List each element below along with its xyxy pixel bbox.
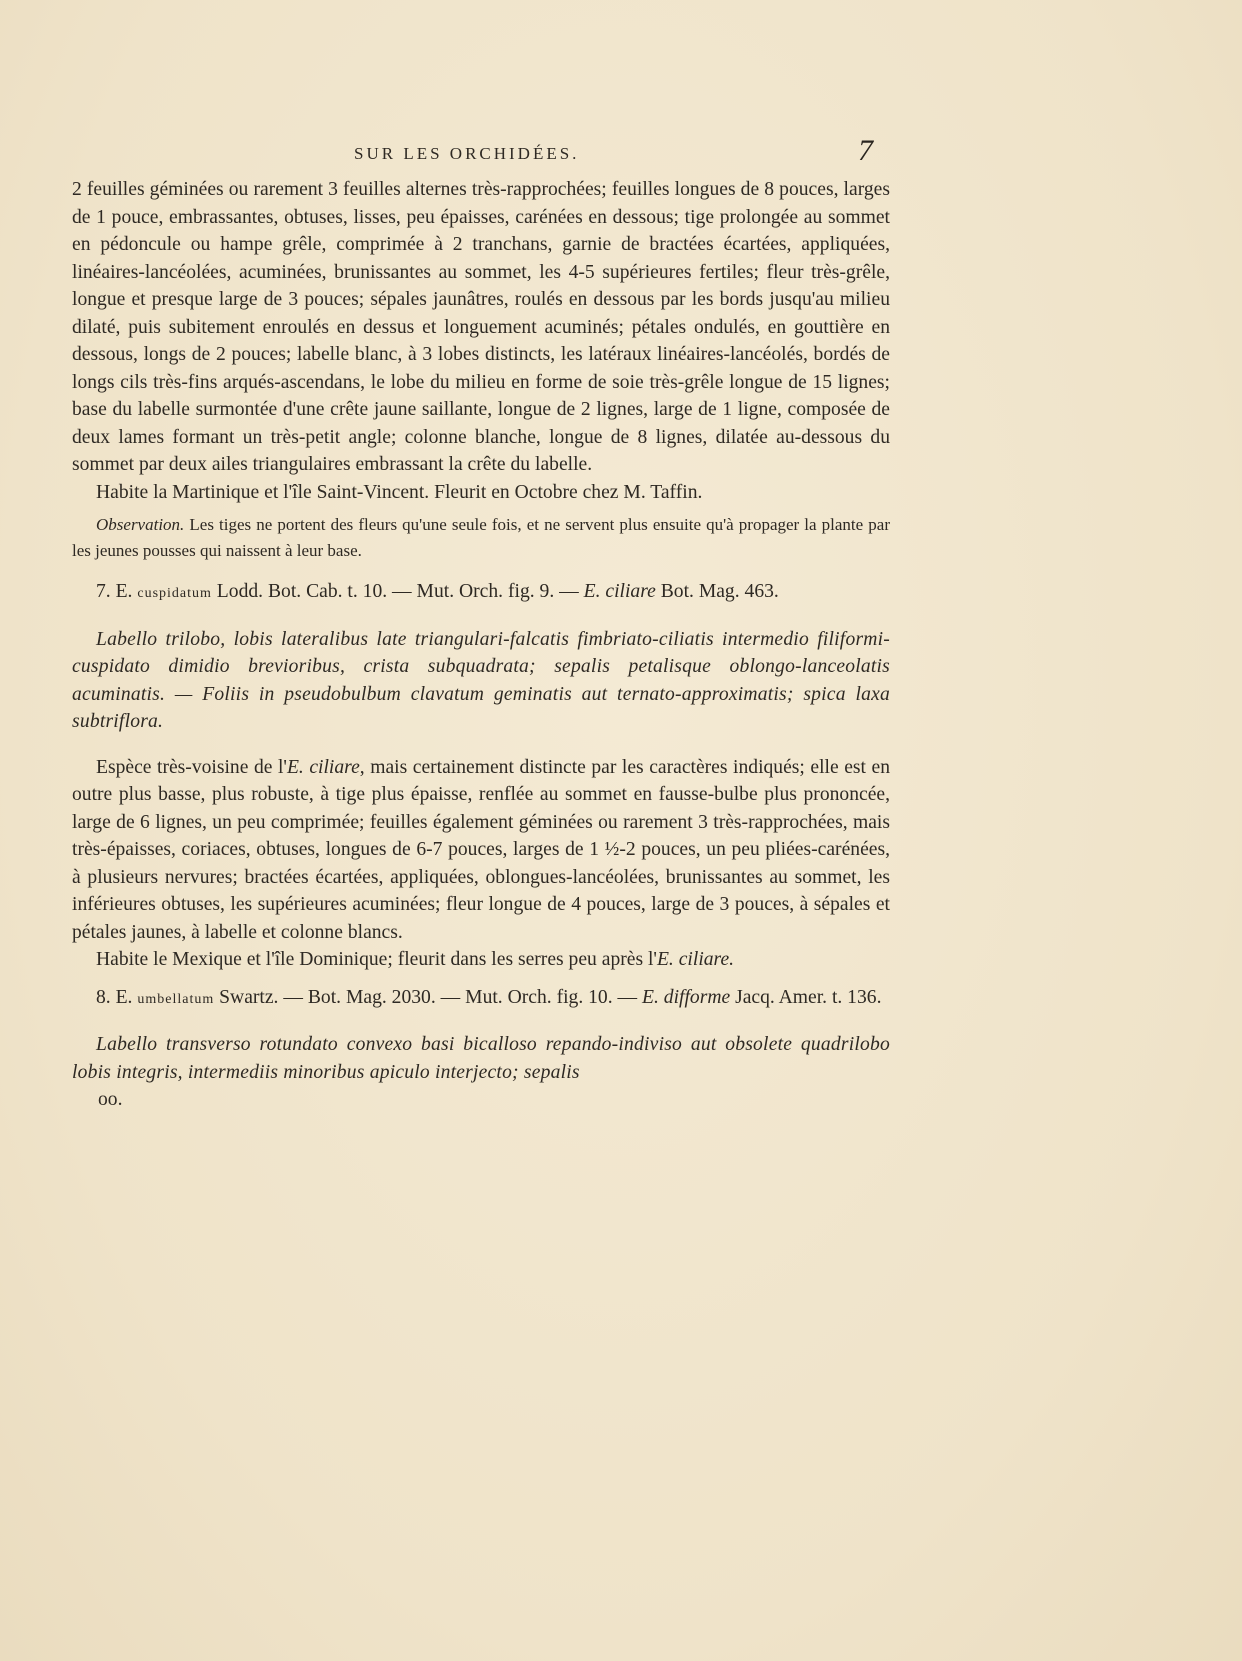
species-synonym: E. ciliare <box>583 581 656 602</box>
species-references: Lodd. Bot. Cab. t. 10. — Mut. Orch. fig. 9. — <box>211 581 584 602</box>
species-heading-8 <box>72 984 890 1014</box>
species-heading-7 <box>72 578 890 608</box>
species-synonym: E. difforme <box>642 986 731 1008</box>
species-name: cuspidatum <box>137 586 212 601</box>
species-number: 8. E. <box>96 986 138 1008</box>
catchword: oo. <box>98 1089 123 1110</box>
text-run: , mais certainement distincte par les caractères indiqués; elle est en outre plus basse, plus robuste, à tige plus épaisse, renflée au sommet en fausse-bulbe plus prononcée, large de 6 lignes, un peu comprimée; feuilles également géminées ou rarement 3 très-rapprochées, mais très-épaisses, coriaces, obtuses, longues de 6-7 pouces, larges de 1 ½-2 pouces, un peu pliées-carénées, à plusieurs nervures; bractées écartées, appliquées, oblongues-lancéolées, brunissantes au sommet, les inférieures obtuses, les supérieures acuminées; fleur longue de 4 pouces, large de 3 pouces, à sépales et pétales jaunes, à labelle et colonne blancs. <box>72 756 890 943</box>
page-header <box>0 134 1242 170</box>
italic-run: E. ciliare. <box>656 949 735 970</box>
running-head: SUR LES ORCHIDÉES. <box>354 144 580 163</box>
page-number: 7 <box>858 134 873 167</box>
species-references-2: Jacq. Amer. t. 136. <box>730 986 882 1008</box>
habitat-paragraph: Habite la Martinique et l'île Saint-Vincent. Fleurit en Octobre chez M. Taffin. <box>96 481 703 503</box>
latin-diagnosis: Labello trilobo, lobis lateralibus late triangulari-falcatis fimbriato-ciliatis intermedio filiformi-cuspidato dimidio brevioribus, crista subquadrata; sepalis petalisque oblongo-lanceolatis acuminatis. — Foliis in pseudobulbum clavatum geminatis aut ternato-approximatis; spica laxa subtriflora. <box>72 628 890 732</box>
habitat-paragraph-2 <box>72 946 890 974</box>
observation-label: Observation. <box>96 515 185 534</box>
text-run: Espèce très-voisine de l' <box>96 756 287 778</box>
latin-diagnosis-2: Labello transverso rotundato convexo basi bicalloso repando-indiviso aut obsolete quadrilobo lobis integris, intermediis minoribus apiculo interjecto; sepalis <box>72 1034 890 1083</box>
description-paragraph-2 <box>72 754 890 947</box>
description-paragraph: 2 feuilles géminées ou rarement 3 feuilles alternes très-rapprochées; feuilles longues de 8 pouces, larges de 1 pouce, embrassantes, obtuses, lisses, peu épaisses, carénées en dessous; tige prolongée au sommet en pédoncule ou hampe grêle, comprimée à 2 tranchans, garnie de bractées écartées, appliquées, linéaires-lancéolées, acuminées, brunissantes au sommet, les 4-5 supérieures fertiles; fleur très-grêle, longue et presque large de 3 pouces; sépales jaunâtres, roulés en dessous par les bords jusqu'au milieu dilaté, puis subitement enroulés en dessus et longuement acuminés; pétales ondulés, en gouttière en dessous, longs de 2 pouces; labelle blanc, à 3 lobes distincts, les latéraux linéaires-lancéolés, bordés de longs cils très-fins arqués-ascendans, le lobe du milieu en forme de soie très-grêle longue de 15 lignes; base du labelle surmontée d'une crête jaune saillante, longue de 2 lignes, large de 1 ligne, composée de deux lames formant un très-petit angle; colonne blanche, longue de 8 lignes, dilatée au-dessous du sommet par deux ailes triangulaires embrassant la crête du labelle. <box>72 179 890 475</box>
italic-run: E. ciliare <box>286 756 360 778</box>
observation-text: Les tiges ne portent des fleurs qu'une seule fois, et ne servent plus ensuite qu'à propager la plante par les jeunes pousses qui naissent à leur base. <box>72 515 890 560</box>
species-name: umbellatum <box>137 991 215 1007</box>
species-references-2: Bot. Mag. 463. <box>655 581 779 602</box>
species-number: 7. E. <box>96 581 138 602</box>
species-references: Swartz. — Bot. Mag. 2030. — Mut. Orch. fig. 10. — <box>214 986 643 1008</box>
body-text <box>72 176 890 1114</box>
text-run: Habite le Mexique et l'île Dominique; fleurit dans les serres peu après l' <box>96 949 657 970</box>
observation-note <box>72 512 890 564</box>
